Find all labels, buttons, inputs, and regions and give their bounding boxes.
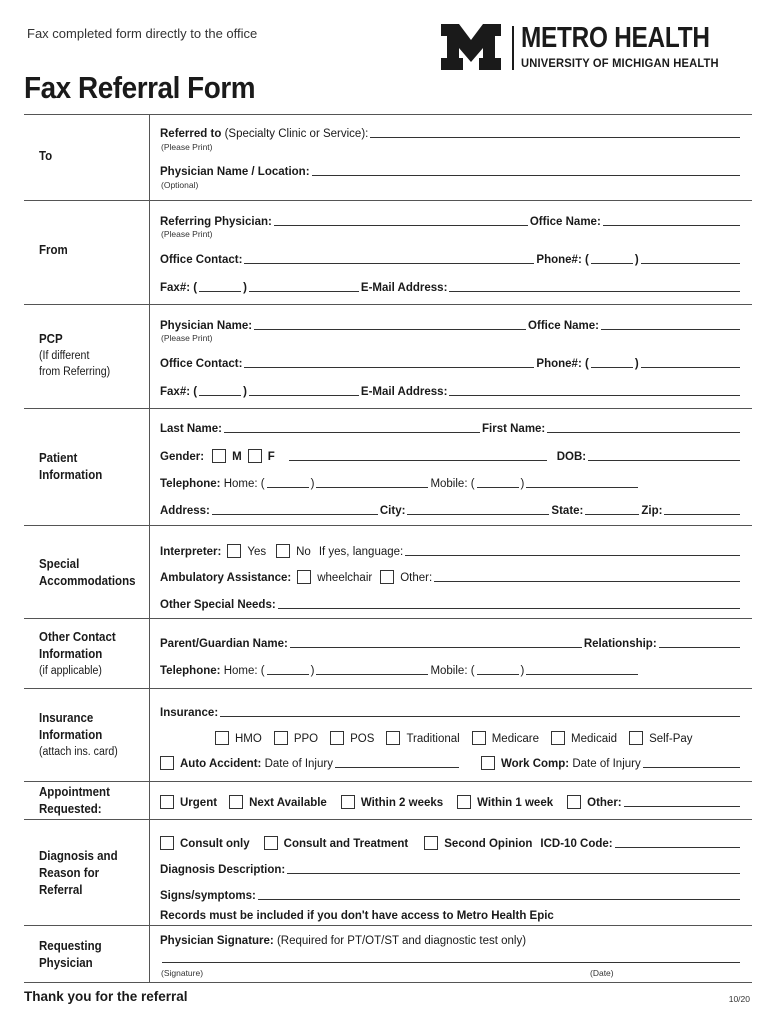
section-special-accommodations: Special Accommodations	[39, 557, 136, 588]
second-opinion-checkbox[interactable]	[424, 836, 438, 850]
ambulatory-field[interactable]: Ambulatory Assistance: wheelchair Other:	[160, 568, 742, 584]
section-other-contact: Other Contact Information (if applicable)	[39, 630, 116, 677]
gender-m-checkbox[interactable]	[212, 449, 226, 463]
pcp-physician-field[interactable]: Physician Name: Office Name:	[160, 316, 742, 332]
work-comp-checkbox[interactable]	[481, 756, 495, 770]
interpreter-no-checkbox[interactable]	[276, 544, 290, 558]
self-pay-checkbox[interactable]	[629, 731, 643, 745]
insurance-field[interactable]: Insurance:	[160, 703, 742, 719]
logo-name: METRO HEALTH	[521, 22, 710, 54]
row-divider	[24, 982, 752, 983]
gender-dob-field[interactable]: Gender: M F DOB:	[160, 447, 742, 463]
row-divider	[24, 781, 752, 782]
office-contact-field[interactable]: Office Contact: Phone#: ( )	[160, 250, 742, 266]
urgent-checkbox[interactable]	[160, 795, 174, 809]
form-revision-code: 10/20	[728, 994, 750, 1004]
optional-note: (Optional)	[161, 180, 199, 190]
diagnosis-description-field[interactable]: Diagnosis Description:	[160, 860, 742, 876]
pos-checkbox[interactable]	[330, 731, 344, 745]
row-divider	[24, 688, 752, 689]
section-to: To	[39, 149, 53, 163]
logo-tagline: UNIVERSITY OF MICHIGAN HEALTH	[521, 56, 719, 70]
section-pcp: PCP (If different from Referring)	[39, 332, 111, 378]
other-special-needs-field[interactable]: Other Special Needs:	[160, 595, 742, 611]
section-patient: Patient Information	[39, 451, 103, 482]
row-divider	[24, 819, 752, 820]
please-print-note: (Please Print)	[161, 229, 213, 239]
guardian-field[interactable]: Parent/Guardian Name: Relationship:	[160, 634, 742, 650]
patient-telephone-field[interactable]: Telephone: Home: ( ) Mobile: ( )	[160, 474, 742, 490]
consult-options: Consult only Consult and Treatment Second Opinion ICD-10 Code:	[160, 834, 742, 850]
metro-health-logo	[441, 24, 751, 74]
row-divider	[24, 525, 752, 526]
fax-email-field[interactable]: Fax#: ( ) E-Mail Address:	[160, 278, 742, 294]
records-note: Records must be included if you don't have access to Metro Health Epic	[160, 910, 554, 922]
within-1-week-checkbox[interactable]	[457, 795, 471, 809]
referred-to-field[interactable]: Referred to (Specialty Clinic or Service):	[160, 124, 742, 140]
hmo-checkbox[interactable]	[215, 731, 229, 745]
logo-divider	[512, 26, 514, 70]
consult-and-treatment-checkbox[interactable]	[264, 836, 278, 850]
ppo-checkbox[interactable]	[274, 731, 288, 745]
physician-location-field[interactable]: Physician Name / Location:	[160, 162, 742, 178]
injury-field[interactable]: Auto Accident: Date of Injury Work Comp: Date of Injury	[160, 754, 742, 770]
pcp-fax-email-field[interactable]: Fax#: ( ) E-Mail Address:	[160, 382, 742, 398]
interpreter-field[interactable]: Interpreter: Yes No If yes, language:	[160, 542, 742, 558]
row-divider	[24, 618, 752, 619]
insurance-type-options: HMO PPO POS Traditional Medicare Medicaid Self-Pay	[215, 729, 742, 745]
fax-instruction: Fax completed form directly to the office	[27, 26, 258, 41]
traditional-checkbox[interactable]	[386, 731, 400, 745]
section-requesting-physician: Requesting Physician	[39, 939, 102, 970]
signature-caption: (Signature)	[161, 968, 204, 978]
interpreter-yes-checkbox[interactable]	[227, 544, 241, 558]
appointment-options: Urgent Next Available Within 2 weeks Within 1 week Other:	[160, 793, 742, 809]
section-insurance: Insurance Information (attach ins. card)	[39, 711, 118, 758]
signs-symptoms-field[interactable]: Signs/symptoms:	[160, 886, 742, 902]
other-contact-telephone-field[interactable]: Telephone: Home: ( ) Mobile: ( )	[160, 661, 742, 677]
signature-line[interactable]	[160, 949, 742, 965]
appointment-other-checkbox[interactable]	[567, 795, 581, 809]
row-divider	[24, 925, 752, 926]
please-print-note: (Please Print)	[161, 142, 213, 152]
row-divider	[24, 114, 752, 115]
section-diagnosis: Diagnosis and Reason for Referral	[39, 849, 118, 897]
section-appointment: Appointment Requested:	[39, 785, 110, 816]
auto-accident-checkbox[interactable]	[160, 756, 174, 770]
wheelchair-checkbox[interactable]	[297, 570, 311, 584]
row-divider	[24, 408, 752, 409]
medicare-checkbox[interactable]	[472, 731, 486, 745]
within-2-weeks-checkbox[interactable]	[341, 795, 355, 809]
please-print-note: (Please Print)	[161, 333, 213, 343]
referring-physician-field[interactable]: Referring Physician: Office Name:	[160, 212, 742, 228]
physician-signature-label: Physician Signature: (Required for PT/OT/ST and diagnostic test only)	[160, 935, 527, 947]
column-divider	[149, 114, 150, 982]
form-title: Fax Referral Form	[24, 70, 256, 105]
date-caption: (Date)	[590, 968, 614, 978]
next-available-checkbox[interactable]	[229, 795, 243, 809]
ambulatory-other-checkbox[interactable]	[380, 570, 394, 584]
section-from: From	[39, 243, 68, 257]
pcp-office-contact-field[interactable]: Office Contact: Phone#: ( )	[160, 354, 742, 370]
thank-you-note: Thank you for the referral	[24, 989, 188, 1004]
row-divider	[24, 200, 752, 201]
block-m-icon	[441, 24, 501, 70]
patient-name-field[interactable]: Last Name: First Name:	[160, 419, 742, 435]
medicaid-checkbox[interactable]	[551, 731, 565, 745]
gender-f-checkbox[interactable]	[248, 449, 262, 463]
consult-only-checkbox[interactable]	[160, 836, 174, 850]
patient-address-field[interactable]: Address: City: State: Zip:	[160, 501, 742, 517]
row-divider	[24, 304, 752, 305]
